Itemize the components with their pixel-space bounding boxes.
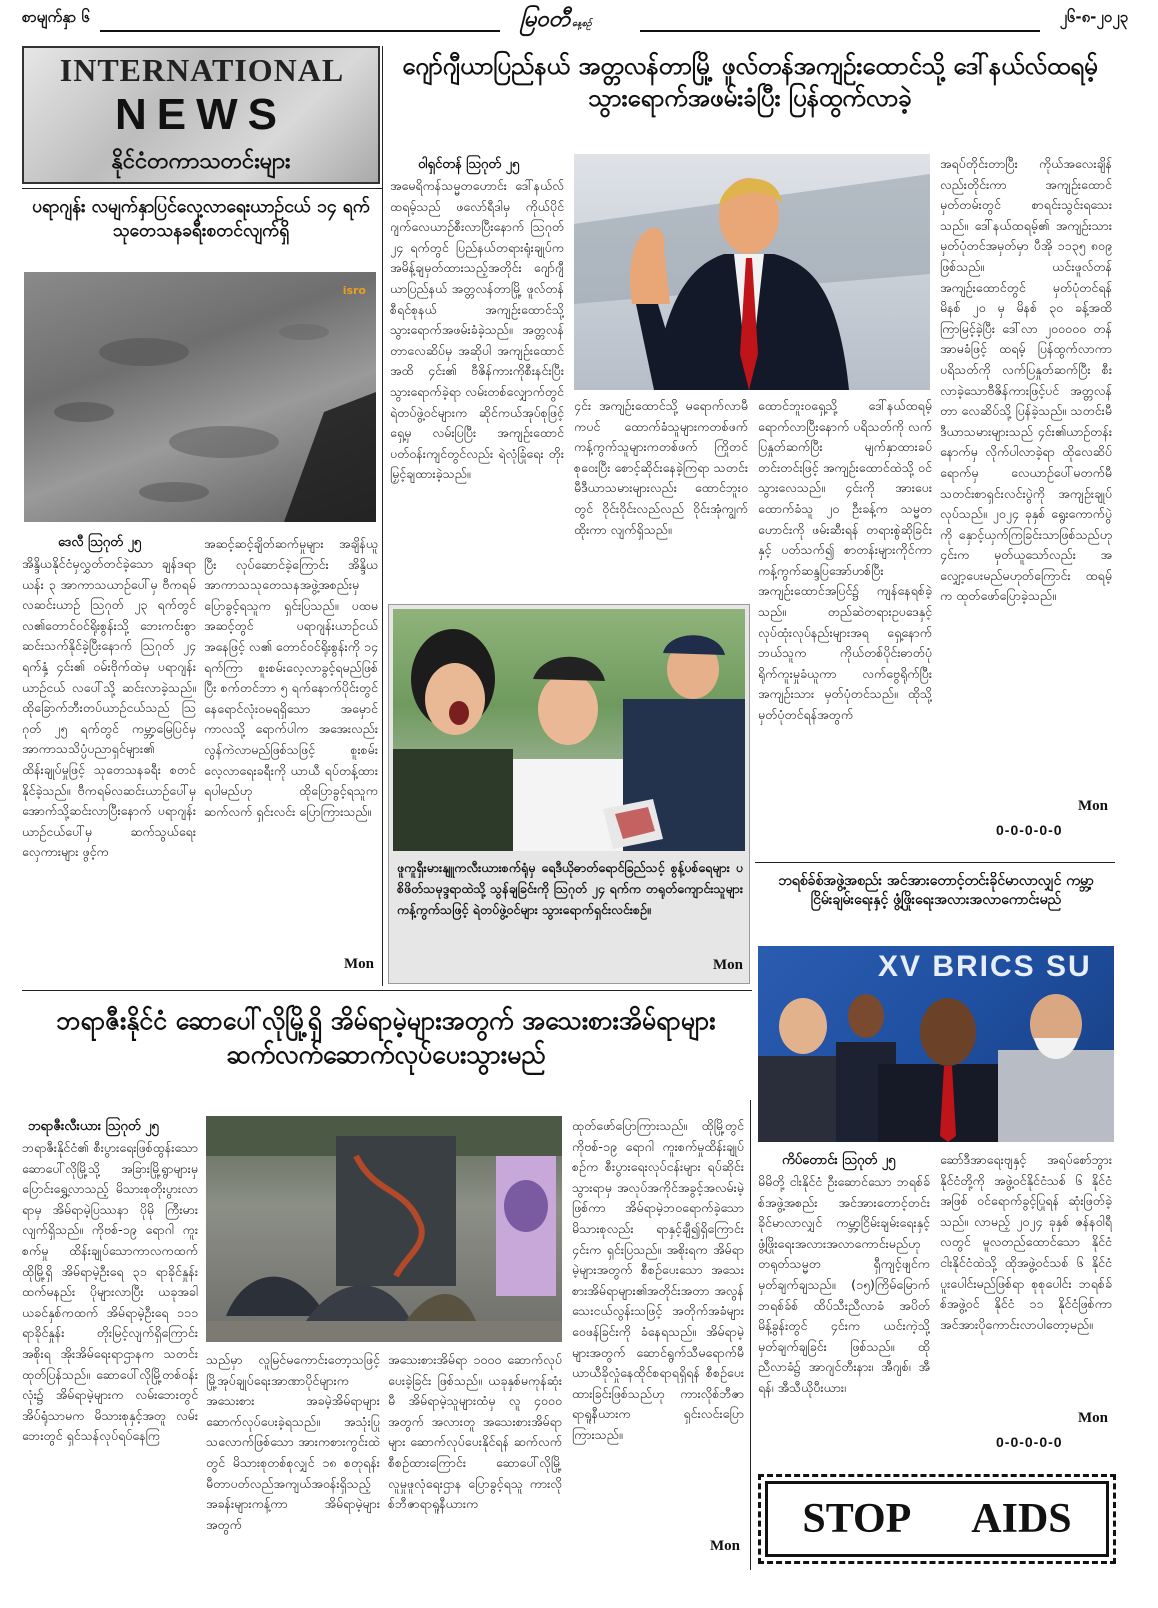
brics-end-mark: 0-0-0-0-0	[996, 1434, 1063, 1450]
trump-end-mark: 0-0-0-0-0	[996, 822, 1063, 838]
trump-figure-image	[574, 154, 930, 390]
trump-column-3: ထောင်ဘူးဝရှေ့သို့ ဒေါ်နယ်ထရမ့်ရောက်လာပြီးနောက် ပရိသတ်ကို လက်ပြနှုတ်ဆက်ပြီး မျက်နှာထားခပ်တင်းတင်းဖြင့် အကျဉ်းထောင်ထဲသို့ ဝင်သွားလေသည်။ ၄င်းကို အားပေးထောက်ခံသူ ၂၀ ဦးခန့်က သမ္မတဟောင်းကို ဖမ်းဆီးရန် တရားစွဲဆိုခြင်းနှင့် ပတ်သက်၍ စာတန်းများကိုင်ကာ ကန့်ကွက်ဆန္ဒပြအော်ဟစ်ပြီး အကျဉ်းထောင်အပြင်၌ ကျန်နေရစ်ခဲ့သည်။ တည်ဆဲတရားဥပဒေနှင့် လုပ်ထုံးလုပ်နည်းများအရ ရှေ့နောက်ဘယ်သူက ကိုယ်တစ်ပိုင်းဓာတ်ပုံ ရိုက်ကူးမှုခံယူကာ လက်ဗွေရိုက်ပြီး အကျဉ်းသား မှတ်ပုံတင်သည်။ ထိုသို့ မှတ်ပုံတင်ရန်အတွက်	[758, 398, 932, 722]
banner-line-international: INTERNATIONAL	[59, 52, 345, 88]
section-rule	[22, 188, 382, 189]
moon-headline: ပရာဂျန်း လမျက်နှာပြင်လှေ့လာရေးယာဉ်ငယ် ၁၄ ရက် သုတေသနခရီးစတင်လျက်ရှိ	[32, 197, 370, 241]
brazil-headline: ဘရာဇီးနိုင်ငံ ဆောပေါ်လိုမြို့ရှိ အိမ်ရာမဲ့များအတွက် အသေးစားအိမ်ရာများ ဆက်လက်ဆောက်လုပ်ပေးသွားမည်	[56, 1006, 716, 1069]
brics-photo	[758, 946, 1114, 1142]
trump-signature: Mon	[1078, 798, 1108, 814]
banner-line-news: NEWS	[115, 90, 287, 139]
masthead-title: မြဝတီ	[520, 7, 571, 32]
moon-column-2: အဆင့်ဆင့်ချိတ်ဆက်မှုများ အချိန်ယူပြီး လုပ်ဆောင်ခဲ့ကြောင်း အိန္ဒိယ အာကာသသုတေသနအဖွဲ့အစည်းမှ ပြောခွင့်ရသူက ရှင်းပြသည်။ ပထမအဆင့်တွင် ပရာဂျန်းယာဉ်ငယ်အနေဖြင့် လ၏ တောင်ဝင်ရိုးစွန်းကို ၁၄ ရက်ကြာ စူးစမ်းလေ့လာခွင့်ရမည်ဖြစ်ပြီး စက်တင်ဘာ ၅ ရက်နောက်ပိုင်းတွင် နေရောင်လုံးဝမရရှိသော အမှောင်ကာလသို့ ရောက်ပါက အအေးလည်း လွန်ကဲလာမည်ဖြစ်သဖြင့် စူးစမ်းလေ့လာရေးခရီးကို ယာယီ ရပ်တန့်ထားရပါမည်ဟု ထိုပြောခွင့်ရသူက ဆက်လက် ရှင်းလင်း ပြောကြားသည်။	[204, 536, 378, 819]
column-rule	[750, 1100, 751, 1570]
moon-surface-image	[24, 272, 376, 522]
header-rule-right	[640, 30, 1040, 32]
moon-signature: Mon	[344, 956, 374, 972]
banner-line-myanmar: နိုင်ငံတကာသတင်းများ	[111, 149, 291, 174]
column-rule	[382, 46, 383, 986]
brazil-signature: Mon	[710, 1538, 740, 1554]
brazil-camp-photo	[206, 1116, 562, 1342]
international-news-banner	[22, 46, 380, 184]
brics-column-1: မိမိတို့ ငါးနိုင်ငံ ဦးဆောင်သော ဘရစ်ခ်စ်အဖွဲ့အစည်း အင်အားတောင့်တင်းခိုင်မာလာလျှင် ကမ္ဘာ့ငြိမ်းချမ်းရေးနှင့် ဖွံ့ဖြိုးရေးအလားအလာကောင်းမည်ဟု တရုတ်သမ္မတ ရှီကျင့်ဖျင်က မှတ်ချက်ချသည်။ (၁၅)ကြိမ်မြောက် ဘရစ်ခ်စ် ထိပ်သီးညီလာခံ အပိတ်မိန့်ခွန်းတွင် ၄င်းက ယင်းကဲ့သို့ မှတ်ချက်ချခြင်း ဖြစ်သည်။ ထိုညီလာခံ၌ အာဂျင်တီးနား၊ အီဂျစ်၊ အီရန်၊ အီသီယိုပီးယား၊	[758, 1174, 930, 1395]
brics-banner-text: XV BRICS SU	[878, 950, 1092, 983]
brics-byline: ကိပ်တောင်း သြဂုတ် ၂၅	[782, 1153, 896, 1168]
protest-photo	[393, 609, 745, 851]
brazil-column-4: ထုတ်ဖော်ပြောကြားသည်။ ထိုမြို့တွင် ကိုဗစ်-၁၉ ရောဂါ ကူးစက်မှုထိန်းချုပ်စဉ်က စီးပွားရေးလုပ်ငန်းများ ရပ်ဆိုင်းသွားရာမှ အလုပ်အကိုင်အခွင့်အလမ်းမဲ့ဖြစ်ကာ အိမ်ရာမဲ့ဘဝရောက်ခဲ့သော မိသားစုလည်း ရာနှင့်ချီ၍ရှိကြောင်း ၄င်းက ရှင်းပြသည်။ အစိုးရက အိမ်ရာမဲ့များအတွက် စီစဉ်ပေးသော အသေးစားအိမ်ရာများ၏အတိုင်းအတာ အလွန်သေးငယ်လွန်းသဖြင့် အတိုက်အခံများ ဝေဖန်ခြင်းကို ခံနေရသည်။ အိမ်ရာမဲ့များအတွက် ဆောင်ရွက်သီမရောက်မီ ယာယီခိုလှုံနေထိုင်စရာရရှိရန် စီစဉ်ပေးထားခြင်းဖြစ်သည်ဟု ကားလိုစ်ဘီဇာရာရူနီယားက ရှင်းလင်းပြောကြားသည်။	[572, 1118, 744, 1442]
brics-column-2: ဆော်ဒီအာရေးဗျနှင့် အရပ်စော်ဘွား နိုင်ငံတို့ကို အဖွဲ့ဝင်နိုင်ငံသစ် ၆ နိုင်ငံအဖြစ် ဝင်ရောက်ခွင့်ပြုရန် ဆုံးဖြတ်ခဲ့သည်။ လာမည့် ၂၀၂၄ ခုနှစ် ဇန်နဝါရီ လတွင် မူလတည်ထောင်သော နိုင်ငံ ငါးနိုင်ငံထဲသို့ ထိုအဖွဲ့ဝင်သစ် ၆ နိုင်ငံ ပူးပေါင်းမည်ဖြစ်ရာ စုစုပေါင်း ဘရစ်ခ်စ်အဖွဲ့ဝင် နိုင်ငံ ၁၁ နိုင်ငံဖြစ်ကာ အင်အားပိုကောင်းလာပါတော့မည်။	[940, 1152, 1112, 1332]
isro-watermark: isro	[342, 284, 366, 297]
brazil-byline: ဘရာဇီးလီးယား သြဂုတ် ၂၅	[28, 1119, 159, 1134]
moon-column-1: အိန္ဒိယနိုင်ငံမှလွှတ်တင်ခဲ့သော ချန်ဒရာယန်း ၃ အာကာသယာဉ်ပေါ်မှ ဗီကရမ် လဆင်းယာဉ် သြဂုတ် ၂၃ ရက်တွင် လ၏တောင်ဝင်ရိုးစွန်းသို့ ဘေးကင်းစွာ ဆင်းသက်နိုင်ခဲ့ပြီးနောက် သြဂုတ် ၂၄ ရက်နှံ့ ၄င်း၏ ဝမ်းဗိုက်ထဲမှ ပရာဂျန်းယာဉ်ငယ် လပေါ်သို့ ဆင်းလာခဲ့သည်။ ထိုခြောက်ဘီးတပ်ယာဉ်ငယ်သည် သြဂုတ် ၂၅ ရက်တွင် ကမ္ဘာ့မြေပြင်မှ အာကာသသိပ္ပံပညာရှင်များ၏ ထိန်းချုပ်မှုဖြင့် သုတေသနခရီး စတင်နိုင်ခဲ့သည်။ ဗီကရမ်လဆင်းယာဉ်ပေါ်မှ အောက်သို့ဆင်းလာပြီးနောက် ပရာဂျန်းယာဉ်ငယ်ပေါ်မှ ဆက်သွယ်ရေးလှေကားများ ဖွင့်က	[22, 556, 196, 860]
trump-photo	[574, 154, 930, 390]
trump-headline: ဂျော်ဂျီယာပြည်နယ် အတ္တလန်တာမြို့ ဖူလ်တန်အကျဉ်းထောင်သို့ ဒေါ်နယ်လ်ထရမ့် သွားရောက်အဖမ်းခံပြီး ပြန်ထွက်လာခဲ့	[402, 52, 1098, 113]
masthead-logo	[520, 4, 592, 37]
brazil-column-2: သည်မှာ လူမြင်မကောင်းတော့သဖြင့် မြို့အုပ်ချုပ်ရေးအာဏာပိုင်များက အသေးစား အခမဲ့အိမ်ရာများ ဆောက်လုပ်ပေးခဲ့ရသည်။ အသုံးပြုသလောက်ဖြစ်သော အားကစားကွင်းထဲတွင် မိသားစုတစ်စုလျှင် ၁၈ စတုရန်းမီတာပတ်လည်အကျယ်အဝန်းရှိသည့် အခန်းများကန့်ကာ အိမ်ရာမဲ့များအတွက်	[206, 1352, 380, 1532]
moon-surface-photo	[24, 272, 376, 522]
page-number: စာမျက်နှာ ၆	[22, 8, 90, 26]
brics-headline: ဘရစ်ခ်စ်အဖွဲ့အစည်း အင်အားတောင့်တင်းခိုင်မာလာလျှင် ကမ္ဘာ့ငြိမ်းချမ်းရေးနှင့် ဖွံ့ဖြိုးရေးအလားအလာကောင်းမည်	[778, 873, 1094, 908]
brazil-column-1: ဘရာဇီးနိုင်ငံ၏ စီးပွားရေးဖြစ်ထွန်းသော ဆောပေါ်လိုမြို့သို့ အခြားမြို့ရွာများမှ ပြောင်းရွှေ့လာသည့် မိသားစုတိုးပွားလာရာမှ အိမ်ရာမဲ့ပြဿနာ ပိုမို ကြီးမားလျက်ရှိသည်။ ကိုဗစ်-၁၉ ရောဂါ ကူးစက်မှု ထိန်းချုပ်သောကာလကထက် ထိုမြို့ရှိ အိမ်ရာမဲ့ဦးရေ ၃၁ ရာခိုင်နှုန်း ထက်မနည်း ပိုများလာပြီး ယခုအခါ ယခင်နှစ်ကထက် အိမ်ရာမဲ့ဦးရေ ၁၁၁ ရာခိုင်နှုန်း တိုးမြင့်လျက်ရှိကြောင်း အစိုးရ အိုးအိမ်ရေးရာဌာနက သတင်းထုတ်ပြန်သည်။ ဆောပေါ်လိုမြို့တစ်ဝန်းလုံး၌ အိမ်ရာမဲ့များက လမ်းဘေးတွင် အိပ်ရုံသာမက မိသားစုနှင့်အတူ လမ်းဘေးတွင် ရှင်သန်လုပ်ရပ်နေကြ	[22, 1140, 198, 1444]
protest-scene-image	[393, 609, 745, 851]
section-rule	[22, 990, 752, 991]
masthead-sub: နေ့စဉ်	[572, 19, 592, 29]
header-rule-left	[100, 30, 500, 32]
issue-date: ၂၆-၈-၂၀၂၃	[1059, 8, 1128, 26]
trump-column-1: အမေရိကန်သမ္မတဟောင်း ဒေါ်နယ်လ်ထရမ့်သည် ဖလော်ရီဒါမှ ကိုယ်ပိုင်ဂျက်လေယာဉ်စီးလာပြီးနောက် သြဂုတ် ၂၄ ရက်တွင် ပြည်နယ်တရားရုံးချုပ်က အမိန့်ချမှတ်ထားသည့်အတိုင်း ဂျော်ဂျီယာပြည်နယ် အတ္တလန်တာမြို့ ဖူလ်တန်စီရင်စုနယ် အကျဉ်းထောင်သို့ သွားရောက်အဖမ်းခံခဲ့သည်။ အတ္တလန်တာလေဆိပ်မှ အဆိုပါ အကျဉ်းထောင်အထိ ၄င်း၏ ဗီဇိန်ကားကိုစီးနင်းပြီး သွားရောက်ခဲ့ရာ လမ်းတစ်လျှောက်တွင် ရဲတပ်ဖွဲ့ဝင်များက ဆိုင်ကယ်အုပ်စုဖြင့် ရှေ့မှ လမ်းပြပြီး အကျဉ်းထောင် ပတ်ဝန်းကျင်တွင်လည်း ရဲလုံခြုံရေး တိုးမြှင့်ချထားခဲ့သည်။	[390, 178, 564, 482]
section-rule	[755, 862, 1115, 863]
trump-column-4: အရပ်တိုင်းတာပြီး ကိုယ်အလေးချိန်လည်းတိုင်းကာ အကျဉ်းထောင်မှတ်တမ်းတွင် စာရင်းသွင်းရသေးသည်။ ဒေါ်နယ်ထရမ့်၏ အကျဉ်းသား မှတ်ပုံတင်အမှတ်မှာ ပီအို ၁၁၃၅ ၈၀၉ ဖြစ်သည်။ ယင်းဖူလ်တန်အကျဉ်းထောင်တွင် မှတ်ပုံတင်ရန် မိနစ် ၂၀ မှ မိနစ် ၃၀ ခန့်အထိ ကြာမြင့်ခဲ့ပြီး ဒေါ်လာ ၂၀၀၀၀၀ တန် အာမခံဖြင့် ထရမ့် ပြန်ထွက်လာကာ ပရိသတ်ကို လက်ပြနှုတ်ဆက်ပြီး စီးလာခဲ့သောဗီဇိန်ကားဖြင့်ပင် အတ္တလန်တာ လေဆိပ်သို့ ပြန်ခဲ့သည်။ သတင်းမီဒီယာသမားများသည် ၄င်း၏ယာဉ်တန်းနောက်မှ လိုက်ပါလာခဲ့ရာ ထိုလေဆိပ်ရောက်မှ လေယာဉ်ပေါ်မတက်မီ သတင်းစာရှင်းလင်းပွဲကို အကျဉ်းချုပ်လုပ်သည်။ ၂၀၂၄ ခုနှစ် ရွေးကောက်ပွဲကို နှောင့်ယှက်ကြခြင်းသာဖြစ်သည်ဟု ၄င်းက မှတ်ယူသော်လည်း အလျှော့ပေးမည်မဟုတ်ကြောင်း ထရမ့်က ထုတ်ဖော်ပြောခဲ့သည်။	[940, 156, 1112, 604]
moon-byline: ဒေလီ သြဂုတ် ၂၅	[58, 535, 142, 550]
protest-photo-box	[388, 604, 750, 984]
brazil-column-3: အသေးစားအိမ်ရာ ၁၀၀၀ ဆောက်လုပ်ပေးခဲ့ခြင်း ဖြစ်သည်။ ယခုနှစ်မကုန်ဆုံးမီ အိမ်ရာမဲ့သူများထံမှ လူ ၄၀၀၀ အတွက် အလားတူ အသေးစားအိမ်ရာများ ဆောက်လုပ်ပေးနိုင်ရန် ဆက်လက်စီစဉ်ထားကြောင်း ဆောပေါ်လိုမြို့ လူမှုဖူလုံရေးဌာန ပြောခွင့်ရသူ ကားလိုစ်ဘီဇာရာရူနီယားက	[388, 1352, 562, 1512]
trump-column-2: ၄င်း အကျဉ်းထောင်သို့ မရောက်လာမီကပင် ထောက်ခံသူများကတစ်ဖက် ကန့်ကွက်သူများကတစ်ဖက် ကြိုတင်စုဝေးပြီး စောင့်ဆိုင်းနေခဲ့ကြရာ သတင်းမီဒီယာသမားများလည်း ထောင်ဘူးဝတွင် ဝိုင်းဝိုင်းလည်လည် ဝိုင်းအုံကျွက်ထိုးကာ လျက်ရှိသည်။	[574, 398, 748, 537]
page-header	[0, 0, 1158, 40]
aids-word: AIDS	[971, 1496, 1072, 1542]
homeless-camp-image	[206, 1116, 562, 1342]
stop-aids-box	[758, 1474, 1116, 1564]
stop-word: STOP	[802, 1496, 912, 1542]
protest-signature: Mon	[713, 957, 743, 973]
brics-signature: Mon	[1078, 1410, 1108, 1426]
trump-byline: ဝါရှင်တန် သြဂုတ် ၂၅	[418, 157, 520, 172]
protest-caption: ဖူကူရှီးမားနျူကလီးယားစက်ရုံမှ ရေဒီယိုဓာတ်ရောင်ခြည်သင့် စွန့်ပစ်ရေများ ပစိဖိတ်သမုဒ္ဒရာထဲသို့ သွန်ချခြင်းကို သြဂုတ် ၂၄ ရက်က တရုတ်ကျောင်းသူများ ကန့်ကွက်သဖြင့် ရဲတပ်ဖွဲ့ဝင်များ သွားရောက်ရှင်းလင်းစဉ်။	[397, 860, 743, 917]
